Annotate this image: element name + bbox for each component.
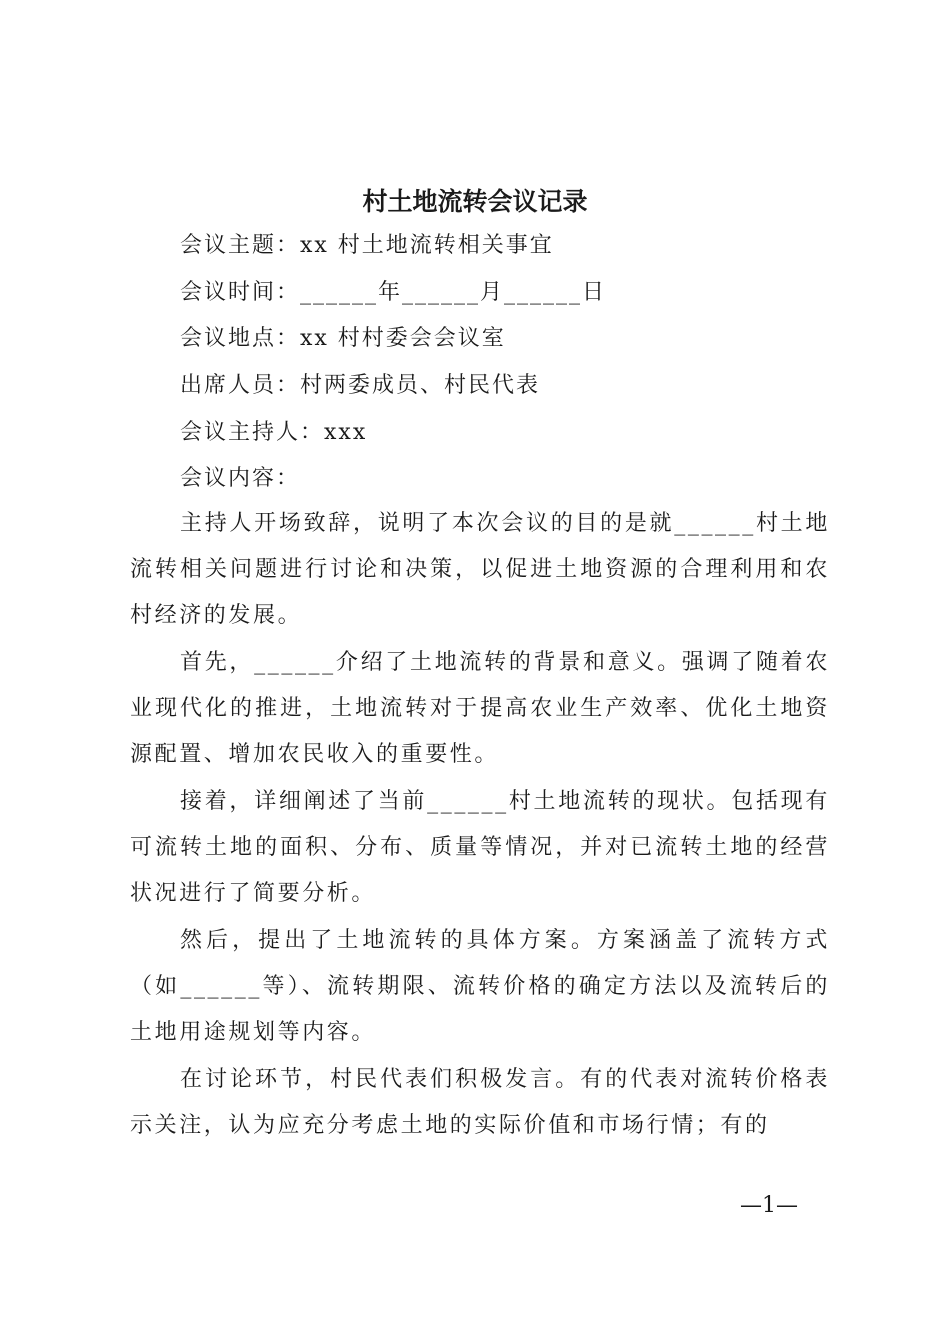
meeting-host: 会议主持人：xxx — [180, 420, 368, 445]
paragraph-opening: 主持人开场致辞，说明了本次会议的目的是就______村土地流转相关问题进行讨论和决策，以促进土地资源的合理利用和农村经济的发展。 — [130, 511, 830, 628]
meeting-content-label: 会议内容： — [180, 466, 301, 491]
meeting-attendees: 出席人员：村两委成员、村民代表 — [180, 373, 541, 398]
meeting-place: 会议地点：xx 村村委会会议室 — [180, 326, 506, 351]
page-number: —1— — [740, 1193, 798, 1218]
paragraph-background: 首先，______介绍了土地流转的背景和意义。强调了随着农业现代化的推进，土地流转对于提高农业生产效率、优化土地资源配置、增加农民收入的重要性。 — [130, 650, 830, 767]
document-title: 村土地流转会议记录 — [362, 187, 588, 216]
paragraph-plan: 然后，提出了土地流转的具体方案。方案涵盖了流转方式（如______等）、流转期限、流转价格的确定方法以及流转后的土地用途规划等内容。 — [130, 928, 830, 1045]
paragraph-discussion: 在讨论环节，村民代表们积极发言。有的代表对流转价格表示关注，认为应充分考虑土地的实际价值和市场行情；有的 — [130, 1067, 830, 1138]
paragraph-status: 接着，详细阐述了当前______村土地流转的现状。包括现有可流转土地的面积、分布、质量等情况，并对已流转土地的经营状况进行了简要分析。 — [130, 789, 830, 906]
meeting-topic: 会议主题：xx 村土地流转相关事宜 — [180, 233, 554, 258]
meeting-time: 会议时间：______年______月______日 — [180, 280, 607, 305]
